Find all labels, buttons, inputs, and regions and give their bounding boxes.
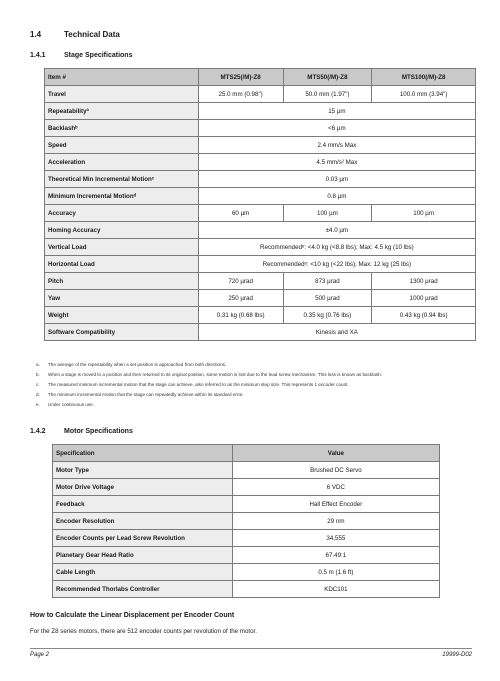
stage-specs-value-cell: 25.0 mm (0.98") (198, 86, 283, 103)
footnote (36, 392, 476, 398)
motor-specs-row-label: Encoder Resolution (53, 513, 233, 530)
stage-specs-row (45, 188, 476, 205)
motor-specs-heading (30, 428, 133, 435)
stage-specs-header-cell: MTS50(/M)-Z8 (283, 69, 372, 86)
stage-specs-header-cell: Item # (45, 69, 199, 86)
stage-specs-value-cell: 1300 µrad (372, 273, 476, 290)
footnote-text: Under continuous use. (48, 401, 94, 407)
stage-specs-value-cell: 100.0 mm (3.94") (372, 86, 476, 103)
motor-specs-row-label: Encoder Counts per Lead Screw Revolution (53, 530, 233, 547)
stage-specs-row (45, 86, 476, 103)
stage-specs-row (45, 307, 476, 324)
stage-specs-row-label: Theoretical Min Incremental Motionᶜ (45, 171, 199, 188)
section-heading (30, 30, 120, 39)
motor-specs-row-label: Cable Length (53, 564, 233, 581)
motor-specs-row-label: Feedback (53, 496, 233, 513)
stage-specs-row (45, 137, 476, 154)
stage-specs-row-label: Vertical Load (45, 239, 199, 256)
motor-specs-value-cell: 0.5 m (1.6 ft) (232, 564, 439, 581)
motor-specs-value-cell: 6 VDC (232, 479, 439, 496)
footnote-label: e. (36, 401, 40, 407)
footnote-text: The average of the repeatability when a set position is approached from both directions. (48, 362, 227, 367)
stage-specs-row (45, 171, 476, 188)
stage-specs-value-cell: 1000 µrad (372, 290, 476, 307)
motor-specs-row-label: Motor Type (53, 462, 233, 479)
motor-specs-row (53, 581, 440, 598)
stage-specs-value-cell: 0.43 kg (0.94 lbs) (372, 307, 476, 324)
motor-specs-header-row (53, 445, 440, 462)
motor-specs-table (52, 444, 440, 598)
page-number: Page 2 (30, 652, 50, 658)
motor-specs-row (53, 564, 440, 581)
stage-specs-row-label: Speed (45, 137, 199, 154)
stage-specs-row (45, 273, 476, 290)
stage-specs-value-cell: 720 µrad (198, 273, 283, 290)
stage-specs-row-label: Accuracy (45, 205, 199, 222)
section-number: 1.4 (30, 30, 42, 39)
footnote-label: c. (36, 381, 40, 387)
stage-specs-value-cell: <6 µm (198, 120, 475, 137)
calc-paragraph: For the Z8 series motors, there are 512 encoder counts per revolution of the motor. (30, 628, 257, 635)
stage-specs-row (45, 239, 476, 256)
footnote (36, 402, 476, 408)
motor-specs-value-cell: Brushed DC Servo (232, 462, 439, 479)
stage-specs-value-cell: 100 µm (283, 205, 372, 222)
motor-specs-row (53, 496, 440, 513)
stage-specs-row (45, 290, 476, 307)
stage-specs-table (44, 68, 476, 341)
motor-specs-value-cell: 34,555 (232, 530, 439, 547)
motor-specs-row (53, 479, 440, 496)
stage-specs-value-cell: Recommendedᵉ: <10 kg (<22 lbs); Max: 12 kg (25 lbs) (198, 256, 475, 273)
stage-specs-number: 1.4.1 (30, 52, 46, 59)
footnote-text: When a stage is moved to a position and then returned to its original position, some motion is lost due to the lead screw mechanism. This loss is known as backlash. (48, 371, 382, 377)
motor-specs-value-cell: 29 nm (232, 513, 439, 530)
stage-specs-row-label: Repeatabilityª (45, 103, 199, 120)
stage-specs-row-label: Backlashᵇ (45, 120, 199, 137)
stage-specs-row (45, 154, 476, 171)
footnote (36, 372, 476, 378)
footnote-label: a. (36, 362, 40, 367)
stage-specs-row-label: Software Compatibility (45, 324, 199, 341)
stage-specs-value-cell: 50.0 mm (1.97") (283, 86, 372, 103)
motor-specs-header-cell: Specification (53, 445, 233, 462)
stage-specs-value-cell: Recommendedᵉ: <4.0 kg (<8.8 lbs); Max: 4.5 kg (10 lbs) (198, 239, 475, 256)
stage-specs-row-label: Acceleration (45, 154, 199, 171)
stage-specs-value-cell: 500 µrad (283, 290, 372, 307)
stage-specs-header-row (45, 69, 476, 86)
footnote-text: The measured minimum incremental motion that the stage can achieve, also referred to as the minimum step size. This represents 1 encoder count. (48, 381, 349, 387)
stage-specs-heading (30, 52, 132, 59)
footnote (36, 382, 476, 388)
stage-specs-value-cell: 0.35 kg (0.76 lbs) (283, 307, 372, 324)
footer-divider (30, 648, 472, 649)
stage-specs-value-cell: 100 µm (372, 205, 476, 222)
motor-specs-row-label: Recommended Thorlabs Controller (53, 581, 233, 598)
motor-specs-value-cell: Hall Effect Encoder (232, 496, 439, 513)
stage-specs-row (45, 256, 476, 273)
stage-specs-value-cell: 0.03 µm (198, 171, 475, 188)
stage-specs-value-cell: 4.5 mm/s² Max (198, 154, 475, 171)
stage-specs-value-cell: Kinesis and XA (198, 324, 475, 341)
stage-specs-row-label: Pitch (45, 273, 199, 290)
stage-specs-header-cell: MTS100(/M)-Z8 (372, 69, 476, 86)
stage-specs-row (45, 120, 476, 137)
stage-specs-row-label: Yaw (45, 290, 199, 307)
motor-specs-row (53, 462, 440, 479)
stage-specs-value-cell: 250 µrad (198, 290, 283, 307)
motor-specs-row-label: Planetary Gear Head Ratio (53, 547, 233, 564)
footnote-label: b. (36, 371, 40, 377)
stage-specs-body (45, 86, 476, 341)
stage-specs-value-cell: 0.31 kg (0.68 lbs) (198, 307, 283, 324)
stage-specs-title: Stage Specifications (64, 52, 133, 59)
motor-specs-row-label: Motor Drive Voltage (53, 479, 233, 496)
stage-specs-row-label: Weight (45, 307, 199, 324)
motor-specs-value-cell: 67.49:1 (232, 547, 439, 564)
stage-specs-row-label: Travel (45, 86, 199, 103)
motor-specs-value-cell: KDC101 (232, 581, 439, 598)
footnote-text: The minimum incremental motion that the stage can repeatedly achieve within its standard error. (48, 391, 244, 397)
calc-heading: How to Calculate the Linear Displacement per Encoder Count (30, 612, 235, 619)
stage-specs-value-cell: 873 µrad (283, 273, 372, 290)
stage-specs-row (45, 222, 476, 239)
stage-specs-row-label: Minimum Incremental Motionᵈ (45, 188, 199, 205)
stage-specs-row-label: Horizontal Load (45, 256, 199, 273)
stage-specs-row (45, 205, 476, 222)
stage-specs-value-cell: ±4.0 µm (198, 222, 475, 239)
motor-specs-title: Motor Specifications (64, 428, 133, 435)
motor-specs-body (53, 462, 440, 598)
stage-specs-row (45, 324, 476, 341)
stage-specs-value-cell: 2.4 mm/s Max (198, 137, 475, 154)
stage-specs-footnotes (36, 362, 476, 412)
stage-specs-value-cell: 0.8 µm (198, 188, 475, 205)
motor-specs-number: 1.4.2 (30, 428, 46, 435)
stage-specs-row-label: Homing Accuracy (45, 222, 199, 239)
stage-specs-value-cell: 15 µm (198, 103, 475, 120)
stage-specs-row (45, 103, 476, 120)
document-number: 19999-D02 (442, 652, 472, 658)
motor-specs-row (53, 530, 440, 547)
motor-specs-row (53, 513, 440, 530)
footnote-label: d. (36, 391, 40, 397)
stage-specs-header-cell: MTS25(/M)-Z8 (198, 69, 283, 86)
stage-specs-value-cell: 60 µm (198, 205, 283, 222)
footnote (36, 362, 476, 368)
section-title: Technical Data (64, 30, 120, 39)
motor-specs-row (53, 547, 440, 564)
motor-specs-header-cell: Value (232, 445, 439, 462)
